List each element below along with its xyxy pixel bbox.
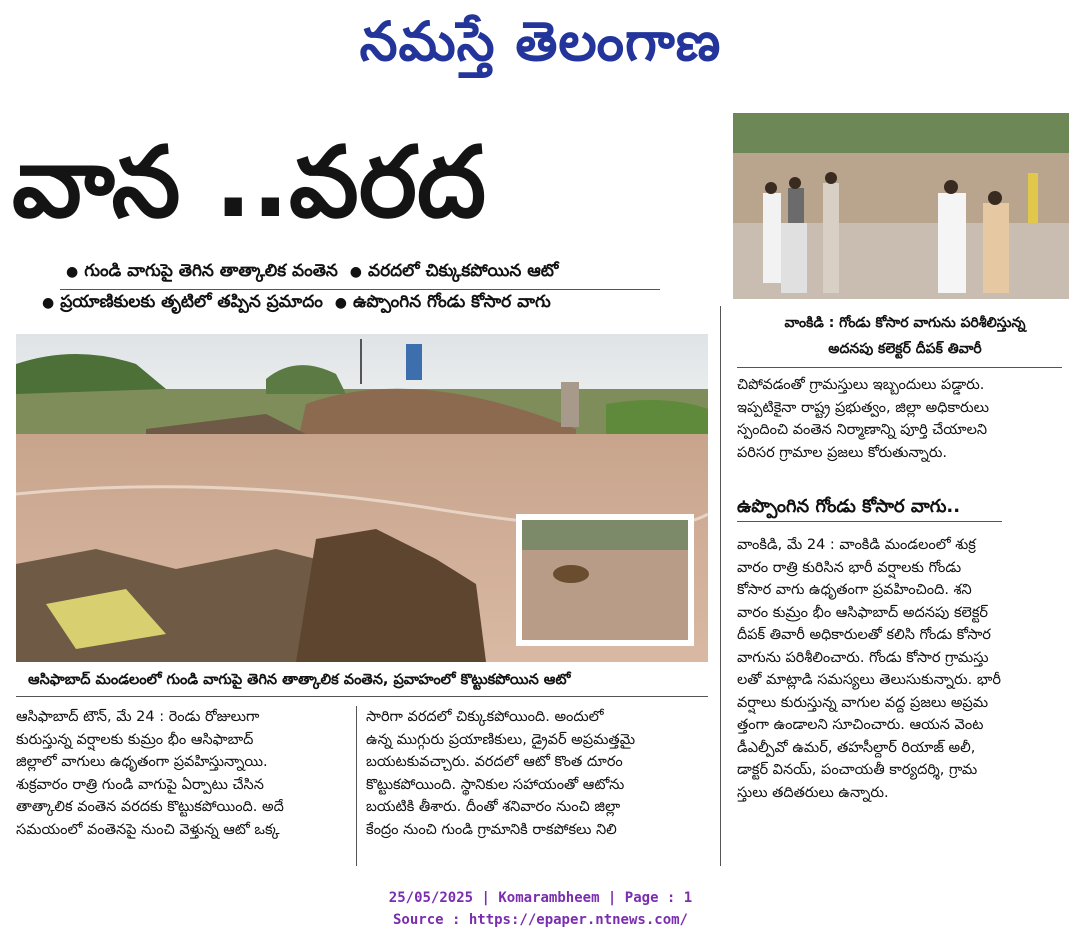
article-line: ఉన్న ముగ్గురు ప్రయాణికులు, డ్రైవర్ అప్రమత్తమై — [366, 731, 636, 748]
main-photo-caption: ఆసిఫాబాద్ మండలంలో గుండి వాగుపై తెగిన తాత్కాలిక వంతెన, ప్రవాహంలో కొట్టుకపోయిన ఆటో — [28, 672, 571, 688]
flood-photo — [16, 334, 708, 662]
footer-date-line: 25/05/2025 | Komarambheem | Page : 1 — [388, 890, 693, 906]
article-line: వారం రాత్రి కురిసిన భారీ వర్షాలకు గోండు — [737, 559, 962, 576]
masthead-logo: నమస్తే తెలంగాణ — [359, 10, 722, 73]
bullet-text: వరదలో చిక్కుకపోయిన ఆటో — [368, 261, 559, 281]
bullet-text: గుండి వాగుపై తెగిన తాత్కాలిక వంతెన — [84, 261, 338, 281]
article-line: లతో మాట్లాడి సమస్యలు తెలుసుకున్నారు. భారీ — [737, 672, 1002, 688]
article-line: కురుస్తున్న వర్షాలకు కుమ్రం భీం ఆసిఫాబాద్ — [16, 731, 254, 748]
flood-photo-illustration — [16, 334, 708, 662]
article-line: స్తులు తదితరులు ఉన్నారు. — [737, 784, 889, 801]
article-line: దీపక్ తివారీ అధికారులతో కలిసి గోండు కోసార — [737, 627, 991, 643]
article-line: వారం కుమ్రం భీం ఆసిఫాబాద్ అదనపు కలెక్టర్ — [737, 604, 988, 621]
article-line: వాగును పరిశీలించారు. గోండు కోసార గ్రామస్తు — [737, 649, 989, 666]
inspection-photo — [733, 113, 1069, 299]
headline: వాన ..వరద — [12, 126, 487, 240]
bullet-row-2 — [36, 287, 710, 318]
article-line: కేంద్రం నుంచి గుండి గ్రామానికి రాకపోకలు నిలి — [366, 821, 617, 838]
article-column-2 — [366, 706, 708, 841]
article-line: బయటికి తీశారు. దీంతో శనివారం నుంచి జిల్లా — [366, 799, 621, 815]
divider — [737, 367, 1062, 368]
article-line: ఆసిఫాబాద్ టౌన్, మే 24 : రెండు రోజులుగా — [16, 709, 260, 725]
bullet-text: ప్రయాణికులకు తృటిలో తప్పిన ప్రమాదం — [60, 292, 323, 312]
article-column-1 — [16, 706, 346, 841]
article-line: డాక్టర్ వినయ్, పంచాయతీ కార్యదర్శి, గ్రామ — [737, 762, 978, 778]
article-line: జిల్లాలో వాగులు ఉధృతంగా ప్రవహిస్తున్నాయి. — [16, 754, 268, 770]
article-line: కోసార వాగు ఉధృతంగా ప్రవహించింది. శని — [737, 582, 972, 598]
bullet-list — [42, 256, 710, 318]
article-line: సారిగా వరదలో చిక్కుకపోయింది. అందులో — [366, 709, 604, 725]
article-line: స్పందించి వంతెన నిర్మాణాన్ని పూర్తి చేయాలని — [737, 422, 988, 438]
article-line: బయటకువచ్చారు. వరదలో ఆటో కొంత దూరం — [366, 754, 623, 770]
article-column-3-top — [737, 374, 1067, 464]
article-line: కొట్టుకపోయింది. స్థానికుల సహాయంతో ఆటోను — [366, 776, 625, 793]
divider — [60, 289, 660, 290]
column-divider — [356, 706, 357, 866]
bullet-dot-icon: ● — [42, 295, 55, 311]
article-line: వర్షాలు కురుస్తున్న వాగుల వద్ద ప్రజలు అప్రమ — [737, 694, 989, 711]
article-line: సమయంలో వంతెనపై నుంచి వెళ్తున్న ఆటో ఒక్క — [16, 821, 280, 838]
article-line: శుక్రవారం రాత్రి గుండి వాగుపై ఏర్పాటు చేసిన — [16, 776, 264, 793]
footer-source-line: Source : https://epaper.ntnews.com/ — [392, 912, 688, 928]
article-line: వాంకిడి, మే 24 : వాంకిడి మండలంలో శుక్ర — [737, 537, 976, 553]
article-column-3-bottom — [737, 534, 1067, 804]
right-caption-line: వాంకిడి : గోండు కోసార వాగును పరిశీలిస్తున్న — [784, 315, 1026, 331]
article-line: తాత్కాలిక వంతెన వరదకు కొట్టుకపోయింది. అదే — [16, 799, 284, 815]
subheading: ఉప్పొంగిన గోండు కోసార వాగు.. — [737, 496, 961, 517]
bullet-text: ఉప్పొంగిన గోండు కోసార వాగు — [352, 292, 551, 312]
divider — [737, 521, 1002, 522]
inspection-photo-illustration — [733, 113, 1069, 299]
bullet-dot-icon: ● — [334, 295, 347, 311]
bullet-dot-icon: ● — [349, 264, 362, 280]
bullet-row-1 — [60, 256, 710, 287]
right-caption-line: అదనపు కలెక్టర్ దీపక్ తివారీ — [828, 341, 982, 357]
article-line: త్తంగా ఉండాలని సూచించారు. ఆయన వెంట — [737, 717, 984, 733]
right-photo-caption — [745, 310, 1065, 362]
article-line: ఇప్పటికైనా రాష్ట్ర ప్రభుత్వం, జిల్లా అధికారులు — [737, 399, 989, 416]
divider — [16, 696, 708, 697]
column-divider — [720, 306, 721, 866]
article-line: పరిసర గ్రామాల ప్రజలు కోరుతున్నారు. — [737, 444, 948, 461]
article-line: డీఎల్పీవో ఉమర్, తహసీల్దార్ రియాజ్ అలీ, — [737, 739, 976, 756]
bullet-dot-icon: ● — [66, 264, 79, 280]
article-line: చిపోవడంతో గ్రామస్తులు ఇబ్బందులు పడ్డారు. — [737, 377, 985, 393]
